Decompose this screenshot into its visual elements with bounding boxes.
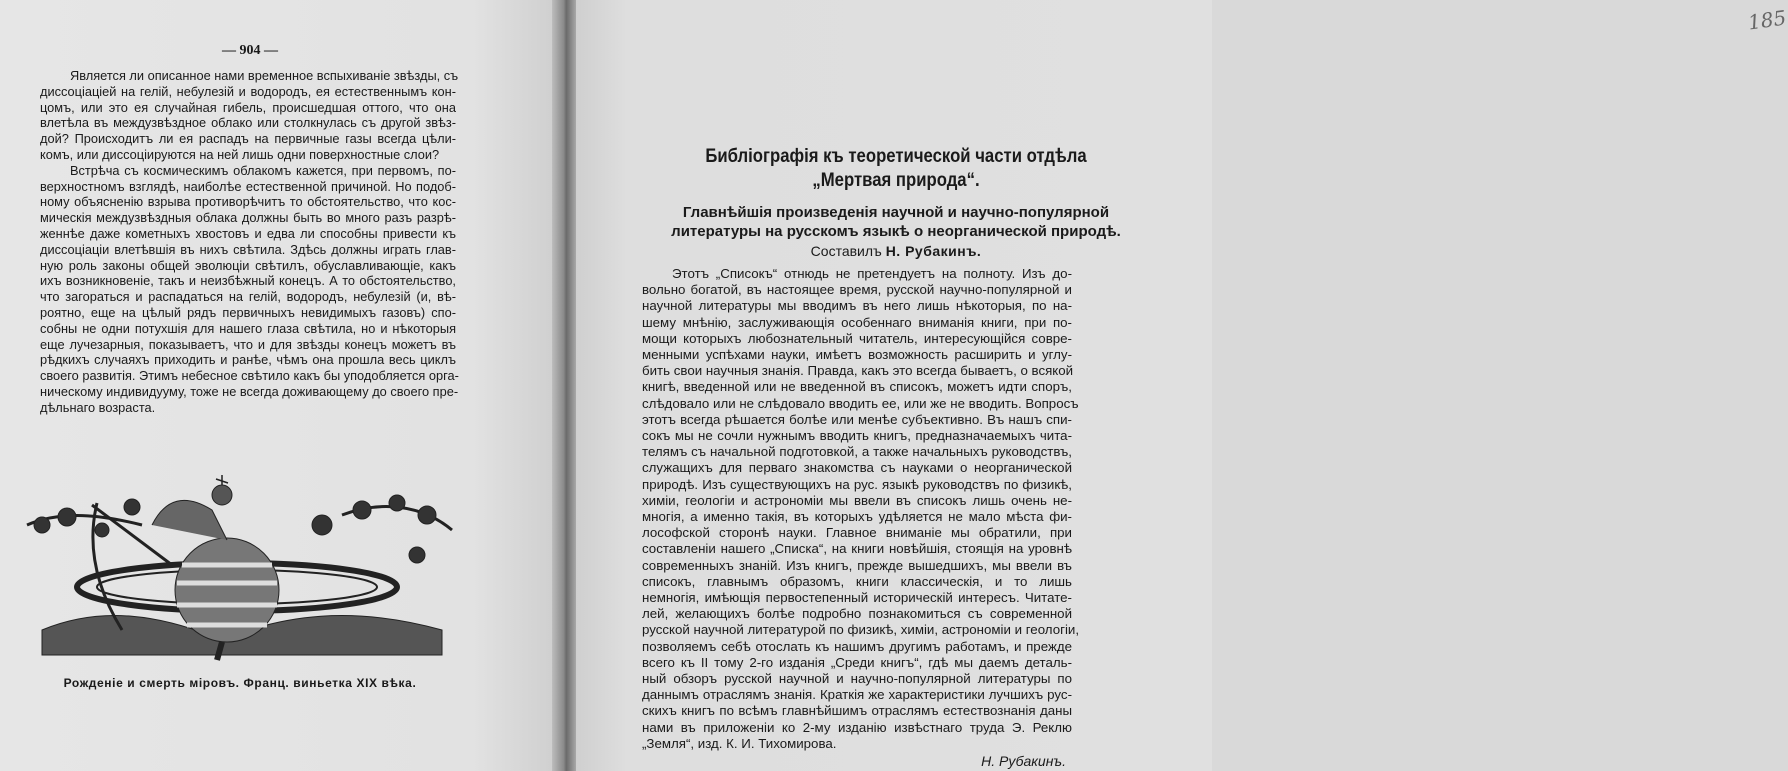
text-line: дѣльнаго возраста. bbox=[40, 399, 156, 415]
text-line: „Земля“, изд. К. И. Тихомирова. bbox=[642, 735, 837, 751]
title-line-1: Библiографiя къ теоретической части отдѣла bbox=[705, 146, 1087, 167]
text-line: диссоцiацiи влетѣвшiя въ нихъ свѣтила. Здѣсь должны играть глав- bbox=[40, 241, 456, 257]
text-line: природѣ. Изъ существующихъ на рус. языкѣ руководствъ по физикѣ, bbox=[642, 476, 1072, 492]
text-line: мическiя междузвѣздныя облака должны быть во много разъ разрѣ- bbox=[40, 210, 456, 226]
text-line: сокъ мы не сочли нужнымъ вводить книгъ, предназначаемыхъ чита- bbox=[642, 428, 1072, 444]
signature: Н. Рубакинъ. bbox=[981, 753, 1066, 769]
text-line: телямъ съ начальной подготовкой, а также начальныхъ руководствъ, bbox=[642, 444, 1072, 460]
text-line: бить свои научныя знанiя. Правда, какъ это всегда бываетъ, о всякой bbox=[642, 363, 1074, 379]
author-name: Н. Рубакинъ. bbox=[885, 243, 982, 259]
book-gutter bbox=[552, 0, 578, 771]
text-line: русской научной литературой по физикѣ, химiи, астрономiи и геологiи, bbox=[642, 622, 1080, 638]
text-line: лей, желающихъ болѣе подробно познакомиться съ современной bbox=[642, 606, 1072, 622]
text-line: менными успѣхами науки, имѣетъ возможность расширить и углу- bbox=[642, 347, 1072, 363]
text-line: дой? Происходитъ ли ея распадъ на первичные газы всегда цѣли- bbox=[40, 131, 456, 147]
left-body-text bbox=[40, 68, 459, 416]
text-line: научной литературы мы вводимъ въ него лишь нѣкоторыя, по на- bbox=[642, 298, 1072, 314]
text-line: своего развитiя. Этимъ небесное свѣтило какъ бы уподобляется орга- bbox=[40, 368, 459, 384]
text-line: ную роль законы общей эволюцiи свѣтилъ, обуславливающiе, какъ bbox=[40, 257, 456, 273]
text-line: комъ, или диссоцiируются на ней лишь одни поверхностные слои? bbox=[40, 146, 440, 162]
text-line: химiи, геологiи и астрономiи мы ввели въ списокъ лишь очень не- bbox=[642, 492, 1072, 508]
illustration-caption: Рожденiе и смерть мiровъ. Франц. виньетка XIX вѣка. bbox=[63, 676, 417, 690]
text-line: Встрѣча съ космическимъ облакомъ кажется, при первомъ, по- bbox=[70, 162, 456, 178]
text-line: этотъ всегда рѣшается болѣе или менѣе субъективно. Въ нашъ спи- bbox=[642, 411, 1072, 427]
text-line: Является ли описанное нами временное вспыхиванiе звѣзды, съ bbox=[70, 68, 459, 83]
text-line: ному объясненiю взрыва противорѣчитъ то обстоятельство, что кос- bbox=[40, 194, 456, 210]
text-line: слѣдовало или не слѣдовало вводить ее, или же не вводить. Вопросъ bbox=[642, 395, 1079, 411]
text-line: что загораться и распадаться на гелiй, водородъ, небулезiй (и, вѣ- bbox=[40, 289, 456, 305]
right-body-text bbox=[642, 266, 1080, 752]
text-line: составленiи нашего „Списка“, на книги новѣйшiя, стоящiя на уровнѣ bbox=[642, 541, 1072, 557]
text-line: влетѣла въ междузвѣздное облако или столкнулась съ другой звѣз- bbox=[40, 115, 456, 131]
text-line: диссоцiацiей на гелiй, небулезiй и водородъ, ея естественнымъ кон- bbox=[40, 83, 456, 99]
text-line: позволяемъ себѣ отослать къ нашимъ другимъ работамъ, и прежде bbox=[642, 638, 1072, 654]
text-line: Этотъ „Списокъ“ отнюдь не претендуетъ на полноту. Изъ до- bbox=[672, 266, 1072, 281]
handwritten-page-number: 185 bbox=[1746, 5, 1788, 35]
text-line: рѣдкихъ случаяхъ приходить и ранѣе, чѣмъ она прошла весь циклъ bbox=[40, 352, 456, 368]
vignette-illustration bbox=[22, 455, 462, 665]
page-number: — 904 — bbox=[222, 43, 278, 58]
left-page bbox=[0, 0, 556, 771]
text-line: списокъ, главнымъ образомъ, книги классическiя, и то лишь bbox=[642, 573, 1072, 589]
text-line: собны не одни потухшiя для нашего глаза свѣтила, но и нѣкоторыя bbox=[40, 320, 456, 336]
text-line: книгѣ, введенной или не введенной въ списокъ, можетъ идти споръ, bbox=[642, 379, 1072, 395]
text-line: еще лучезарныя, показываетъ, что и для звѣзды конецъ можетъ въ bbox=[40, 336, 456, 352]
text-line: всего къ II тому 2-го изданiя „Среди книгъ“, гдѣ мы даемъ деталь- bbox=[642, 654, 1072, 670]
text-line: вольно богатой, въ настоящее время, русской научно-популярной и bbox=[642, 282, 1072, 298]
text-line: ихъ возникновенiе, такъ и неизбѣжный конецъ. А то обстоятельство, bbox=[40, 273, 456, 289]
author-prefix: Составилъ bbox=[810, 243, 882, 259]
text-line: лософской сторонѣ науки. Главное вниманiе мы обратили, при bbox=[642, 525, 1072, 541]
text-line: женнѣе даже кометныхъ хвостовъ и едва ли способны привести къ bbox=[40, 225, 456, 241]
text-line: немногiя, имѣющiя первостепенный историческiй интересъ. Читате- bbox=[642, 590, 1072, 606]
subtitle-line-1: Главнѣйшiя произведенiя научной и научно-популярной bbox=[682, 204, 1110, 221]
text-line: даннымъ отраслямъ знанiя. Краткiя же характеристики лучшихъ рус- bbox=[642, 687, 1072, 703]
text-line: шему мнѣнiю, заслуживающiя особеннаго вниманiя книги, при по- bbox=[642, 314, 1072, 330]
author-line bbox=[616, 243, 1176, 259]
text-line: служащихъ для перваго знакомства съ науками о неорганической bbox=[642, 460, 1072, 476]
right-page bbox=[576, 0, 1788, 771]
text-line: роятно, еще на цѣлый рядъ первичныхъ невидимыхъ газовъ) спо- bbox=[40, 304, 456, 320]
text-line: мощи которыхъ любознательный читатель, интересующiйся совре- bbox=[642, 330, 1072, 346]
subtitle-line-2: литературы на русскомъ языкѣ о неорганической природѣ. bbox=[671, 223, 1121, 240]
text-line: многiя, а именно такiя, въ которыхъ удѣляется не мало мѣста фи- bbox=[642, 509, 1072, 525]
text-line: ническому индивидууму, тоже не всегда доживающему до своего пре- bbox=[40, 383, 459, 399]
title-line-2: „Мертвая природа“. bbox=[812, 170, 980, 191]
text-line: ный обзоръ русской научной и научно-популярной литературы по bbox=[642, 671, 1072, 687]
text-line: скихъ книгъ по всѣмъ главнѣйшимъ отраслямъ естествознанiя даны bbox=[642, 703, 1072, 719]
text-line: верхностномъ взглядѣ, наиболѣе естественной причиной. Но подоб- bbox=[40, 178, 456, 194]
text-line: цомъ, или это ея случайная гибель, происшедшая оттого, что она bbox=[40, 99, 456, 115]
text-line: современныхъ знанiй. Изъ книгъ, прежде вышедшихъ, мы ввели въ bbox=[642, 557, 1072, 573]
text-line: нами въ приложенiи ко 2-му изданiю извѣстнаго труда Э. Реклю bbox=[642, 719, 1072, 735]
